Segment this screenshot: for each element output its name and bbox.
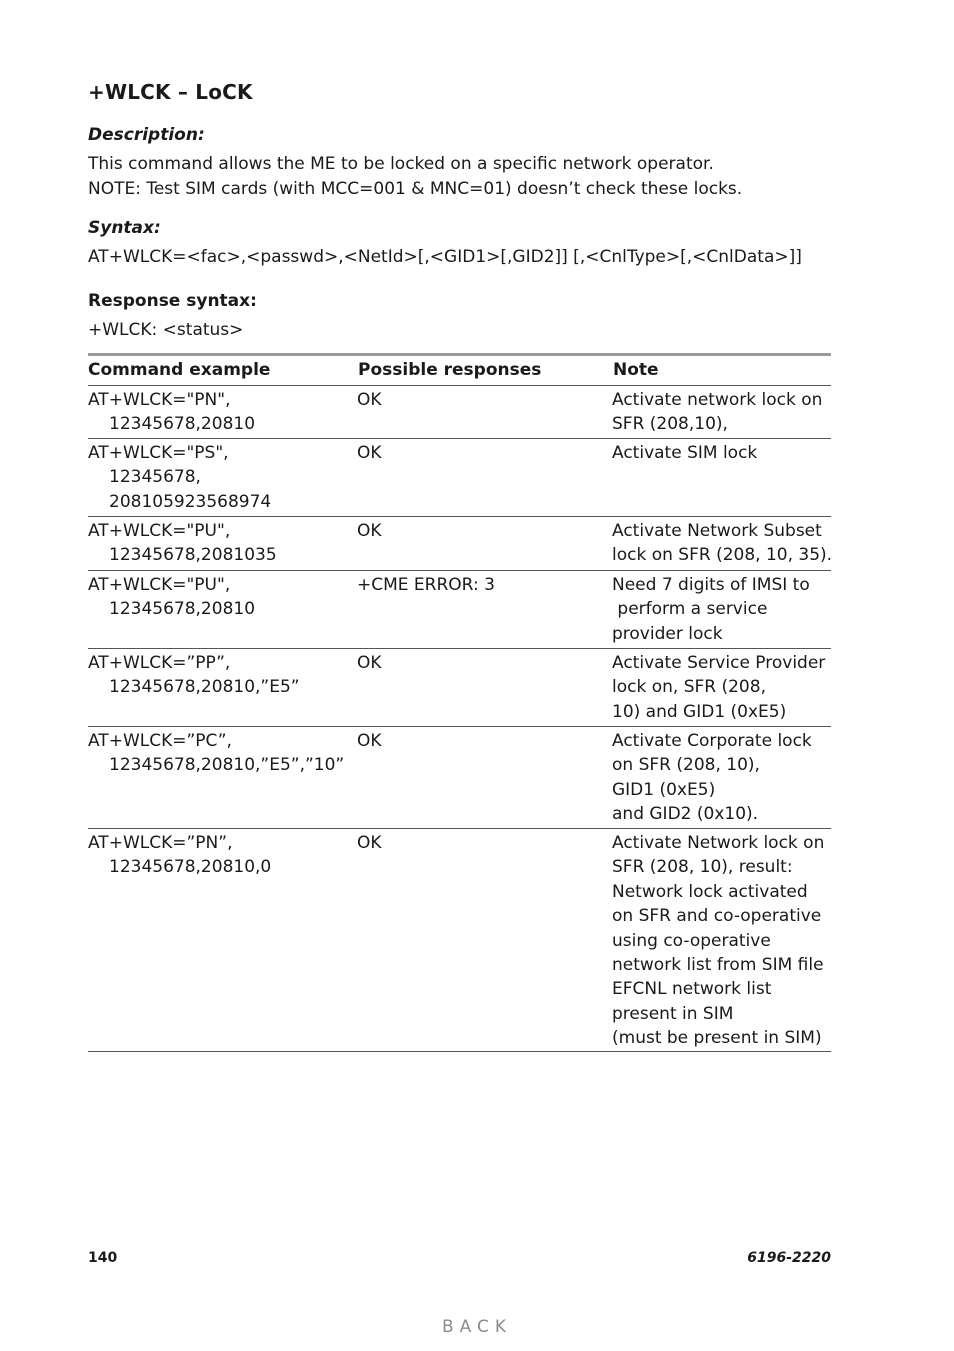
note-cell: Activate Network lock on SFR (208, 10), result: Network lock activated on SFR and co-operative using co-operative network list from SIM file EFCNL network list present in SIM (must be present in SIM) [612, 833, 825, 1049]
command-example-table [88, 353, 831, 1052]
description-line-1: This command allows the ME to be locked on a specific network operator. [88, 154, 714, 174]
command-line: 12345678,20810,”E5” [109, 677, 300, 698]
note-cell: Activate network lock on SFR (208,10), [612, 390, 823, 435]
page-number: 140 [88, 1250, 118, 1266]
command-cell [88, 573, 356, 622]
header-possible-responses: Possible responses [358, 360, 542, 380]
command-cell [88, 831, 356, 880]
table-row [88, 386, 831, 439]
command-line: 12345678,20810 [109, 599, 256, 620]
command-line: 208105923568974 [109, 491, 272, 512]
response-cell: OK [357, 731, 382, 751]
table-row [88, 439, 831, 517]
command-line: AT+WLCK="PN", [88, 390, 231, 410]
command-line: AT+WLCK=”PN”, [88, 833, 233, 853]
command-cell [88, 441, 356, 514]
response-cell: +CME ERROR: 3 [357, 575, 495, 595]
response-cell: OK [357, 653, 382, 673]
command-cell [88, 519, 356, 568]
command-line: AT+WLCK="PU", [88, 575, 231, 595]
command-line: AT+WLCK="PS", [88, 443, 229, 463]
table-header [88, 353, 831, 386]
note-cell: Activate Network Subset lock on SFR (208, 10, 35). [612, 521, 833, 566]
command-line: 12345678, [109, 467, 201, 488]
header-command-example: Command example [88, 360, 271, 380]
command-cell [88, 729, 356, 778]
command-cell [88, 651, 356, 700]
command-line: AT+WLCK="PU", [88, 521, 231, 541]
syntax-value: AT+WLCK=<fac>,<passwd>,<NetId>[,<GID1>[,GID2]] [,<CnlType>[,<CnlData>]] [88, 247, 802, 267]
response-cell: OK [357, 390, 382, 410]
header-note: Note [613, 360, 659, 380]
note-cell: Activate Service Provider lock on, SFR (208, 10) and GID1 (0xE5) [612, 653, 826, 722]
command-cell [88, 388, 356, 437]
command-line: AT+WLCK=”PP”, [88, 653, 231, 673]
response-cell: OK [357, 443, 382, 463]
command-line: 12345678,20810 [109, 414, 256, 435]
table-row [88, 649, 831, 727]
table-row [88, 571, 831, 649]
note-cell: Activate SIM lock [612, 443, 758, 463]
command-line: AT+WLCK=”PC”, [88, 731, 232, 751]
table-row [88, 727, 831, 829]
description-label: Description: [88, 125, 205, 145]
syntax-label: Syntax: [88, 218, 161, 238]
note-cell: Need 7 digits of IMSI to perform a service provider lock [612, 575, 810, 644]
description-line-2: NOTE: Test SIM cards (with MCC=001 & MNC=01) doesn’t check these locks. [88, 179, 743, 199]
back-link[interactable]: BACK [441, 1317, 512, 1337]
response-cell: OK [357, 521, 382, 541]
command-line: 12345678,20810,0 [109, 857, 272, 878]
response-syntax-label: Response syntax: [88, 291, 257, 311]
note-cell: Activate Corporate lock on SFR (208, 10), GID1 (0xE5) and GID2 (0x10). [612, 731, 812, 825]
table-row [88, 829, 831, 1052]
section-heading: +WLCK – LoCK [88, 80, 253, 104]
command-line: 12345678,2081035 [109, 545, 277, 566]
table-row [88, 517, 831, 571]
response-syntax-value: +WLCK: <status> [88, 320, 244, 340]
response-cell: OK [357, 833, 382, 853]
document-number: 6196-2220 [747, 1250, 831, 1266]
command-line: 12345678,20810,”E5”,”10” [109, 755, 345, 776]
